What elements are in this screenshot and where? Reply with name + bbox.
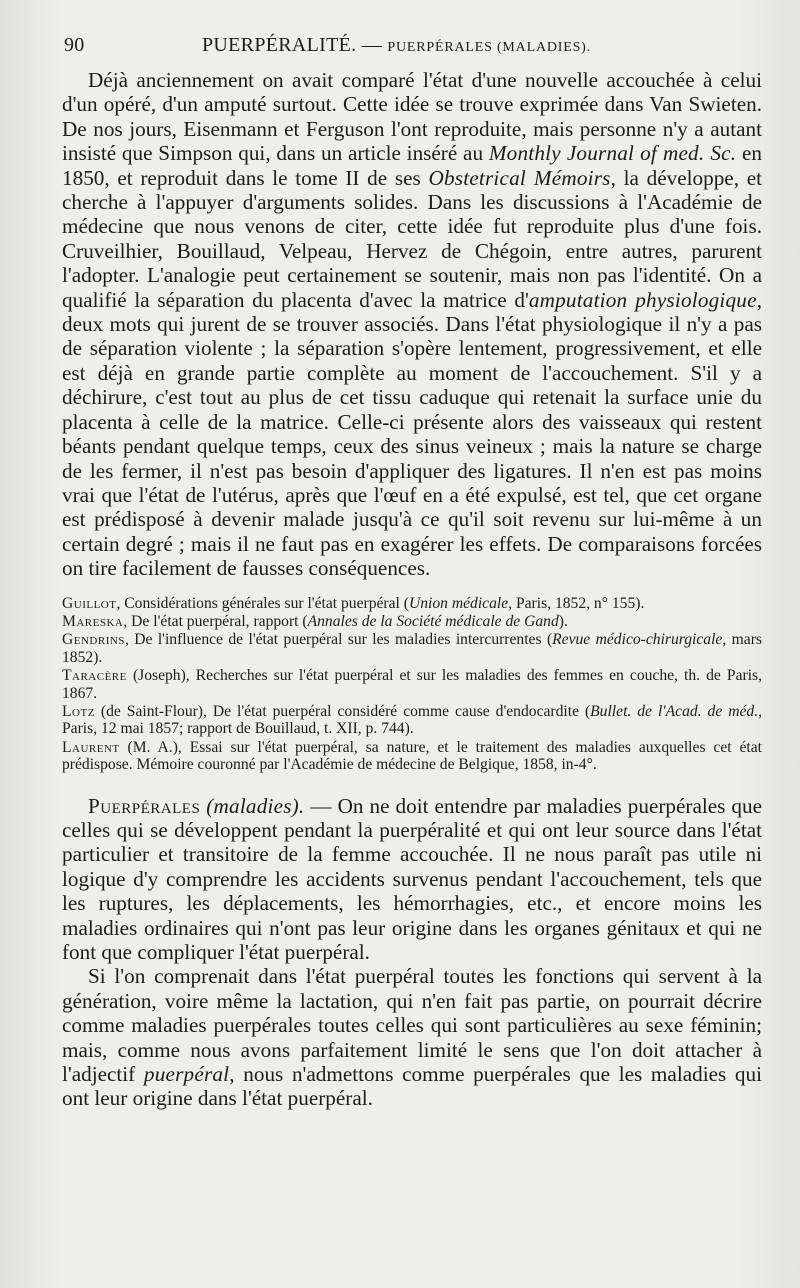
section-heading: Puerpérales: [88, 793, 201, 818]
reference-author: Taracère: [62, 667, 127, 685]
reference-author: Mareska: [62, 612, 124, 630]
running-header: [62, 34, 762, 68]
reference-text: , De l'influence de l'état puerpéral sur les maladies intercurrentes (: [124, 631, 553, 649]
reference-item: [62, 667, 762, 702]
section-maladies-puerperales: [62, 794, 762, 965]
reference-text: , Considérations générales sur l'état puerpéral (: [116, 594, 409, 612]
paragraph-simpson-analogy: [62, 68, 762, 581]
bibliography: [62, 595, 762, 774]
reference-author: Guillot: [62, 594, 117, 612]
reference-source: Bullet. de l'Acad. de méd.,: [590, 702, 762, 720]
work-title: Obstetrical Mémoirs: [428, 165, 611, 190]
reference-author: Laurent: [62, 738, 120, 756]
reference-item: [62, 595, 762, 612]
reference-source: Annales de la Société médicale de Gand: [307, 612, 559, 630]
reference-source: Union médicale,: [408, 594, 513, 612]
reference-text: (Joseph), Recherches sur l'état puerpéral et sur les maladies des femmes en couche, th. de Paris, 1867.: [62, 667, 762, 702]
running-title: [202, 34, 591, 57]
running-title-dash: —: [361, 34, 383, 56]
term-puerperal: puerpéral: [143, 1062, 230, 1087]
text-run: , la développe, et cherche à l'appuyer d'arguments solides. Dans les discussions à l'Académie de médecine que nous venons de citer, cette idée fut reproduite plus d'une fois. Cruveilhier, Bouillaud, Velpeau, Hervez de Chégoin, entre autres, parurent l'adopter. L'analogie peut certainement se soutenir, mais non pas l'identité. On a qualifié la séparation du placenta d'avec la matrice d': [62, 165, 762, 312]
reference-author: Lotz: [62, 702, 95, 720]
term-amputation-physiologique: amputation physiologique: [528, 287, 757, 312]
reference-text: (M. A.), Essai sur l'état puerpéral, sa nature, et le traitement des maladies auxquelles cet état prédispose. Mémoire couronné par l'Académie de médecine de Belgique, 1858, in-4°.: [62, 738, 762, 774]
reference-item: [62, 631, 762, 666]
reference-text: ).: [558, 612, 568, 630]
reference-item: [62, 703, 762, 738]
reference-text: Paris, 12 mai 1857; rapport de Bouillaud, t. XII, p. 744).: [62, 720, 414, 738]
text-run: — On ne doit entendre par maladies puerpérales que celles qui se développent pendant la puerpéralité et qui ont leur source dans l'état particulier et transitoire de la femme accouchée. Il ne nous paraît pas utile ni logique d'y comprendre les accidents survenus pendant l'accouchement, tels que les ruptures, les déplacements, les hémorrhagies, etc., et encore moins les maladies ordinaires qui n'ont pas leur origine dans les organes génitaux et qui ne font que compliquer l'état puerpéral.: [62, 793, 762, 965]
text-run: , nous n'admettons comme puerpérales que les maladies qui ont leur origine dans l'état puerpéral.: [62, 1062, 762, 1111]
reference-source: Revue médico-chirurgicale,: [552, 631, 727, 649]
reference-text: mars 1852).: [62, 631, 762, 666]
text-run: Déjà anciennement on avait comparé l'état d'une nouvelle accouchée à celui d'un opéré, d'un amputé surtout. Cette idée se trouve exprimée dans Van Swieten. De nos jours, Eisenmann et Ferguson l'ont reproduite, mais personne n'y a autant insisté que Simpson qui, dans un article inséré au: [62, 68, 762, 166]
text-run: , deux mots qui jurent de se trouver associés. Dans l'état physiologique il n'y a pas de séparation violente ; la séparation s'opère lentement, progressivement, et elle est déjà en grande partie complète au moment de l'accouchement. S'il y a déchirure, c'est tout au plus de cet tissu caduque qui retenait la surface unie du placenta à celle de la matrice. Celle-ci présente alors des vaisseaux qui restent béants pendant quelque temps, ceux des sinus veineux ; mais la nature se charge de les fermer, il n'est pas besoin d'appliquer des ligatures. Il n'en est pas moins vrai que l'état de l'utérus, après que l'œuf en a été expulsé, est tel, que cet organe est prédisposé à devenir malade jusqu'à ce qu'il soit revenu sur lui-même à un certain degré ; mais il ne faut pas en exagérer les effets. De comparaisons forcées on tire facilement de fausses conséquences.: [62, 287, 762, 581]
reference-text: , De l'état puerpéral, rapport (: [123, 612, 308, 630]
paragraph-definition-scope: [62, 964, 762, 1110]
text-run: en 1850, et reproduit dans le tome II de ses: [62, 141, 763, 190]
reference-text: (de Saint-Flour), De l'état puerpéral considéré comme cause d'endocardite (: [94, 702, 591, 720]
reference-item: [62, 613, 762, 630]
reference-text: Paris, 1852, n° 155).: [512, 594, 645, 612]
section-heading-italic: (maladies).: [206, 793, 305, 818]
running-title-sub: PUERPÉRALES (MALADIES).: [387, 40, 591, 55]
journal-title: Monthly Journal of med. Sc.: [488, 141, 737, 166]
page-number: 90: [64, 34, 85, 56]
running-title-main: PUERPÉRALITÉ.: [202, 34, 357, 56]
reference-author: Gendrins: [62, 631, 125, 649]
reference-item: [62, 739, 762, 774]
text-run: Si l'on comprenait dans l'état puerpéral toutes les fonctions qui servent à la génération, voire même la lactation, qui n'en fait pas partie, on pourrait décrire comme maladies puerpérales toutes celles qui sont particulières au sexe féminin; mais, comme nous avons parfaitement limité le sens que l'on doit attacher à l'adjectif: [62, 964, 762, 1087]
